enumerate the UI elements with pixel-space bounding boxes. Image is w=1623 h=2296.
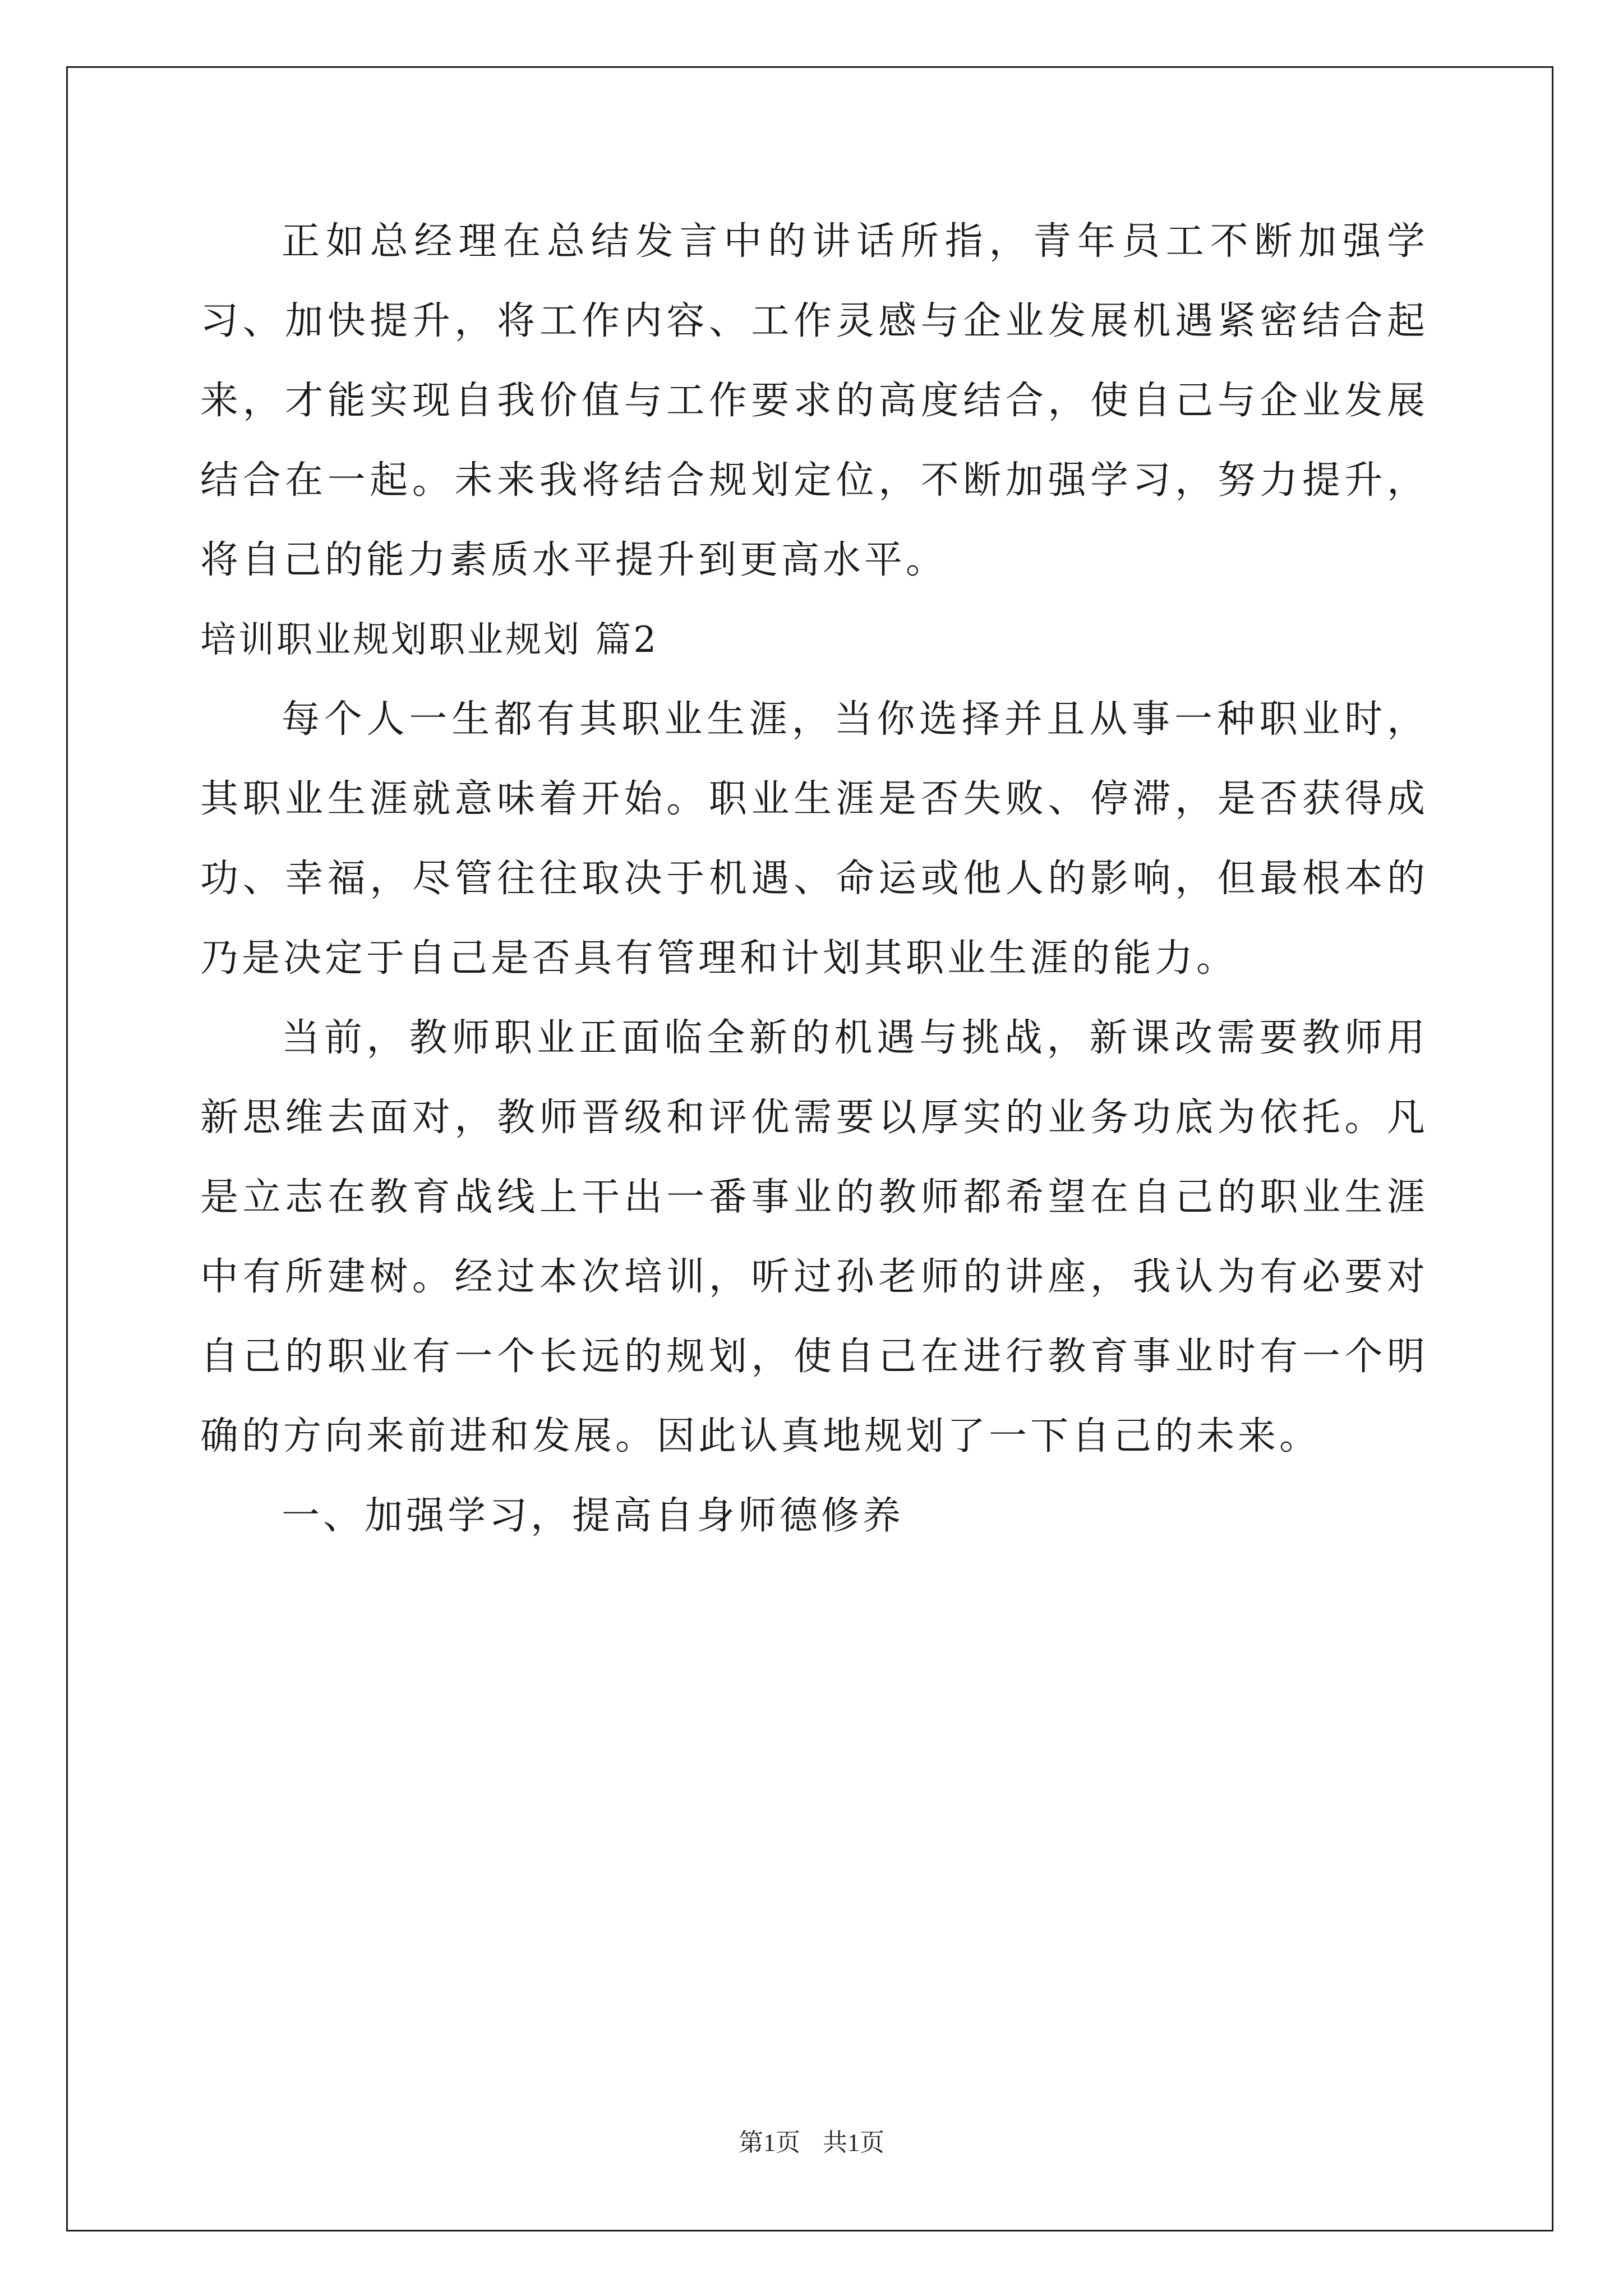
- paragraph-4: 一、加强学习，提高自身师德修养: [282, 1494, 905, 1538]
- page-footer: [0, 2126, 1623, 2160]
- page-number: 第1页: [739, 2129, 800, 2156]
- paragraph-1: 正如总经理在总结发言中的讲话所指，青年员工不断加强学习、加快提升，将工作内容、工作灵感与企业发展机遇紧密结合起来，才能实现自我价值与工作要求的高度结合，使自己与企业发展结合在一起。未来我将结合规划定位，不断加强学习，努力提升，将自己的能力素质水平提升到更高水平。: [200, 219, 1428, 582]
- paragraph-2: 每个人一生都有其职业生涯，当你选择并且从事一种职业时，其职业生涯就意味着开始。职业生涯是否失败、停滞，是否获得成功、幸福，尽管往往取决于机遇、命运或他人的影响，但最根本的乃是决定于自己是否具有管理和计划其职业生涯的能力。: [200, 697, 1428, 981]
- page-total: 共1页: [823, 2129, 884, 2156]
- paragraph-3: 当前，教师职业正面临全新的机遇与挑战，新课改需要教师用新思维去面对，教师晋级和评优需要以厚实的业务功底为依托。凡是立志在教育战线上干出一番事业的教师都希望在自己的职业生涯中有所建树。经过本次培训，听过孙老师的讲座，我认为有必要对自己的职业有一个长远的规划，使自己在进行教育事业时有一个明确的方向来前进和发展。因此认真地规划了一下自己的未来。: [200, 1016, 1428, 1458]
- document-body: [200, 202, 1428, 1556]
- section-heading: 培训职业规划职业规划 篇2: [200, 619, 659, 661]
